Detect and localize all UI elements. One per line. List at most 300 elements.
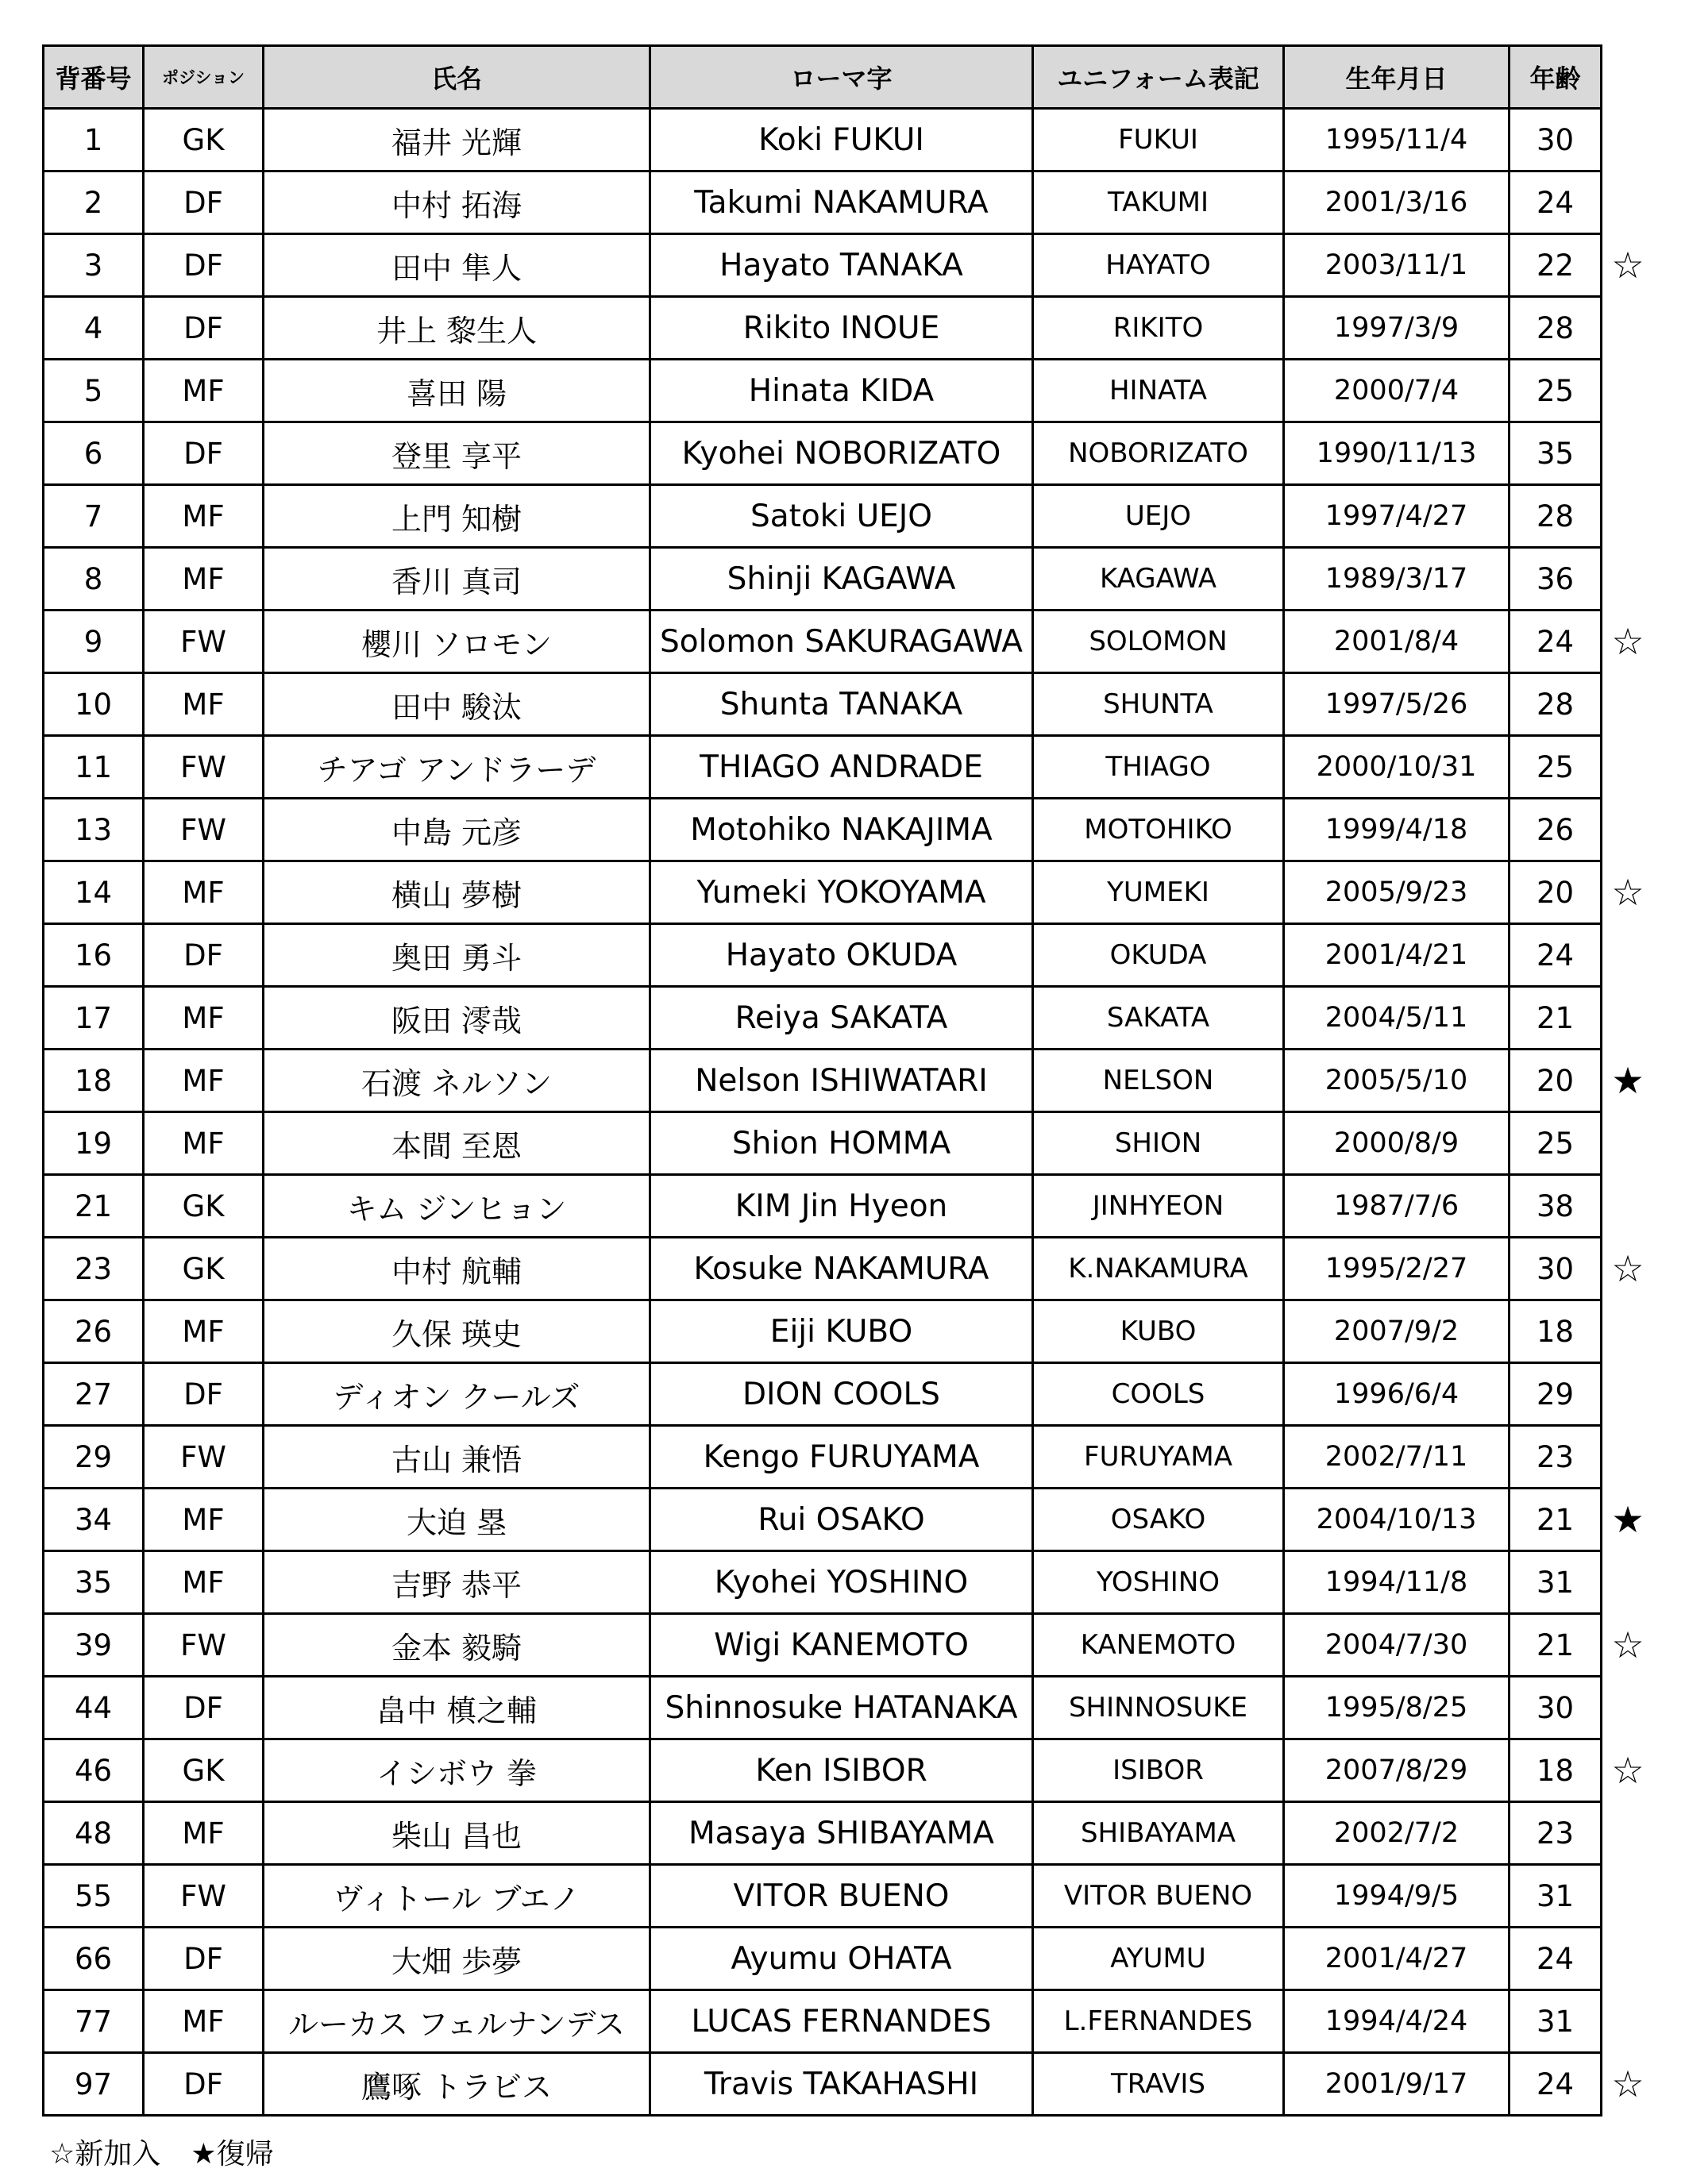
cell-age: 23 [1510, 1802, 1602, 1865]
cell-romaji: Motohiko NAKAJIMA [650, 799, 1033, 861]
cell-position: GK [144, 109, 264, 171]
table-row [44, 2053, 1602, 2116]
cell-romaji: Kosuke NAKAMURA [650, 1238, 1033, 1300]
cell-number: 8 [44, 548, 144, 611]
cell-uniform: HINATA [1033, 360, 1284, 422]
table-row [44, 1551, 1602, 1614]
cell-position: MF [144, 548, 264, 611]
cell-romaji: Ayumu OHATA [650, 1928, 1033, 1990]
cell-number: 46 [44, 1739, 144, 1802]
cell-uniform: UEJO [1033, 485, 1284, 548]
cell-position: DF [144, 422, 264, 485]
cell-position: MF [144, 1489, 264, 1551]
cell-uniform: FUKUI [1033, 109, 1284, 171]
status-mark [1600, 924, 1656, 987]
cell-position: FW [144, 1614, 264, 1677]
cell-number: 21 [44, 1175, 144, 1238]
cell-romaji: Rui OSAKO [650, 1489, 1033, 1551]
cell-position: DF [144, 297, 264, 360]
cell-uniform: RIKITO [1033, 297, 1284, 360]
table-row [44, 1802, 1602, 1865]
roster-table [42, 44, 1602, 2117]
status-mark [1600, 1112, 1656, 1175]
status-mark: ★ [1611, 1058, 1645, 1102]
cell-position: FW [144, 799, 264, 861]
cell-birthdate: 2001/8/4 [1284, 611, 1510, 673]
cell-uniform: MOTOHIKO [1033, 799, 1284, 861]
cell-uniform: SHINNOSUKE [1033, 1677, 1284, 1739]
cell-romaji: Nelson ISHIWATARI [650, 1050, 1033, 1112]
status-mark [1600, 109, 1656, 171]
cell-uniform: FURUYAMA [1033, 1426, 1284, 1489]
cell-birthdate: 1987/7/6 [1284, 1175, 1510, 1238]
cell-number: 5 [44, 360, 144, 422]
table-row [44, 861, 1602, 924]
cell-birthdate: 2004/10/13 [1284, 1489, 1510, 1551]
cell-birthdate: 1995/11/4 [1284, 109, 1510, 171]
cell-uniform: KUBO [1033, 1300, 1284, 1363]
cell-position: MF [144, 673, 264, 736]
cell-uniform: SAKATA [1033, 987, 1284, 1050]
cell-number: 66 [44, 1928, 144, 1990]
cell-age: 26 [1510, 799, 1602, 861]
table-row [44, 548, 1602, 611]
status-mark [1600, 1990, 1656, 2053]
cell-age: 28 [1510, 485, 1602, 548]
cell-number: 10 [44, 673, 144, 736]
cell-position: DF [144, 234, 264, 297]
cell-uniform: TAKUMI [1033, 171, 1284, 234]
cell-name: ヴィトール ブエノ [264, 1865, 650, 1928]
cell-position: DF [144, 1677, 264, 1739]
cell-name: 久保 瑛史 [264, 1300, 650, 1363]
status-mark [1600, 736, 1656, 799]
table-row [44, 987, 1602, 1050]
table-row [44, 736, 1602, 799]
cell-age: 28 [1510, 673, 1602, 736]
status-mark [1600, 422, 1656, 485]
table-row [44, 673, 1602, 736]
cell-number: 97 [44, 2053, 144, 2116]
cell-name: 阪田 澪哉 [264, 987, 650, 1050]
cell-romaji: Eiji KUBO [650, 1300, 1033, 1363]
cell-number: 18 [44, 1050, 144, 1112]
cell-birthdate: 2001/3/16 [1284, 171, 1510, 234]
cell-age: 24 [1510, 2053, 1602, 2116]
cell-romaji: Hinata KIDA [650, 360, 1033, 422]
cell-uniform: TRAVIS [1033, 2053, 1284, 2116]
cell-position: MF [144, 1551, 264, 1614]
cell-number: 17 [44, 987, 144, 1050]
cell-birthdate: 2000/7/4 [1284, 360, 1510, 422]
roster-body [44, 109, 1602, 2116]
cell-uniform: K.NAKAMURA [1033, 1238, 1284, 1300]
status-mark [1600, 987, 1656, 1050]
cell-number: 4 [44, 297, 144, 360]
cell-uniform: AYUMU [1033, 1928, 1284, 1990]
cell-uniform: SHUNTA [1033, 673, 1284, 736]
table-row [44, 1175, 1602, 1238]
cell-uniform: SHIBAYAMA [1033, 1802, 1284, 1865]
cell-name: 本間 至恩 [264, 1112, 650, 1175]
cell-name: ディオン クールズ [264, 1363, 650, 1426]
cell-number: 2 [44, 171, 144, 234]
table-row [44, 1426, 1602, 1489]
cell-age: 18 [1510, 1739, 1602, 1802]
cell-name: 古山 兼悟 [264, 1426, 650, 1489]
cell-birthdate: 2004/7/30 [1284, 1614, 1510, 1677]
cell-position: MF [144, 485, 264, 548]
cell-number: 19 [44, 1112, 144, 1175]
table-row [44, 1739, 1602, 1802]
table-row [44, 422, 1602, 485]
cell-position: MF [144, 1112, 264, 1175]
table-row [44, 1300, 1602, 1363]
header-name: 氏名 [264, 46, 650, 109]
status-mark [1600, 1300, 1656, 1363]
cell-uniform: COOLS [1033, 1363, 1284, 1426]
cell-number: 39 [44, 1614, 144, 1677]
cell-uniform: JINHYEON [1033, 1175, 1284, 1238]
cell-position: DF [144, 2053, 264, 2116]
cell-romaji: Koki FUKUI [650, 109, 1033, 171]
cell-age: 21 [1510, 987, 1602, 1050]
cell-position: FW [144, 611, 264, 673]
cell-number: 34 [44, 1489, 144, 1551]
cell-birthdate: 1996/6/4 [1284, 1363, 1510, 1426]
cell-age: 35 [1510, 422, 1602, 485]
cell-age: 23 [1510, 1426, 1602, 1489]
table-row [44, 109, 1602, 171]
cell-age: 24 [1510, 171, 1602, 234]
status-mark [1600, 548, 1656, 611]
cell-age: 25 [1510, 360, 1602, 422]
cell-uniform: NELSON [1033, 1050, 1284, 1112]
cell-uniform: YOSHINO [1033, 1551, 1284, 1614]
status-mark [1600, 485, 1656, 548]
cell-age: 31 [1510, 1551, 1602, 1614]
cell-age: 25 [1510, 1112, 1602, 1175]
cell-number: 26 [44, 1300, 144, 1363]
cell-birthdate: 2005/5/10 [1284, 1050, 1510, 1112]
cell-name: 金本 毅騎 [264, 1614, 650, 1677]
cell-name: チアゴ アンドラーデ [264, 736, 650, 799]
cell-uniform: KAGAWA [1033, 548, 1284, 611]
table-row [44, 1614, 1602, 1677]
cell-number: 13 [44, 799, 144, 861]
cell-birthdate: 1994/9/5 [1284, 1865, 1510, 1928]
cell-name: 大畑 歩夢 [264, 1928, 650, 1990]
cell-name: 井上 黎生人 [264, 297, 650, 360]
status-mark: ☆ [1611, 243, 1645, 287]
cell-romaji: Yumeki YOKOYAMA [650, 861, 1033, 924]
cell-romaji: Ken ISIBOR [650, 1739, 1033, 1802]
cell-birthdate: 1997/4/27 [1284, 485, 1510, 548]
status-mark [1600, 1426, 1656, 1489]
header-row [44, 46, 1602, 109]
cell-position: GK [144, 1238, 264, 1300]
cell-birthdate: 2003/11/1 [1284, 234, 1510, 297]
table-row [44, 1363, 1602, 1426]
cell-number: 29 [44, 1426, 144, 1489]
cell-age: 22 [1510, 234, 1602, 297]
cell-age: 31 [1510, 1990, 1602, 2053]
cell-name: 登里 享平 [264, 422, 650, 485]
cell-age: 38 [1510, 1175, 1602, 1238]
table-row [44, 360, 1602, 422]
cell-uniform: OKUDA [1033, 924, 1284, 987]
legend [49, 2132, 274, 2172]
header-romaji: ローマ字 [650, 46, 1033, 109]
cell-name: 喜田 陽 [264, 360, 650, 422]
status-mark [1600, 1865, 1656, 1928]
cell-age: 20 [1510, 1050, 1602, 1112]
cell-age: 21 [1510, 1489, 1602, 1551]
cell-age: 28 [1510, 297, 1602, 360]
cell-uniform: THIAGO [1033, 736, 1284, 799]
status-mark [1600, 1677, 1656, 1739]
cell-position: FW [144, 736, 264, 799]
status-mark [1600, 1928, 1656, 1990]
cell-name: 石渡 ネルソン [264, 1050, 650, 1112]
cell-age: 29 [1510, 1363, 1602, 1426]
cell-name: 中島 元彦 [264, 799, 650, 861]
status-mark [1600, 1551, 1656, 1614]
cell-position: DF [144, 1363, 264, 1426]
cell-birthdate: 1990/11/13 [1284, 422, 1510, 485]
cell-birthdate: 1994/4/24 [1284, 1990, 1510, 2053]
status-mark [1600, 799, 1656, 861]
header-position: ポジション [144, 46, 264, 109]
cell-number: 48 [44, 1802, 144, 1865]
cell-position: MF [144, 861, 264, 924]
status-mark: ☆ [1611, 870, 1645, 914]
cell-number: 9 [44, 611, 144, 673]
table-row [44, 1677, 1602, 1739]
cell-name: 奥田 勇斗 [264, 924, 650, 987]
cell-age: 21 [1510, 1614, 1602, 1677]
cell-age: 30 [1510, 1677, 1602, 1739]
status-mark [1600, 1175, 1656, 1238]
cell-position: GK [144, 1175, 264, 1238]
cell-romaji: Shinnosuke HATANAKA [650, 1677, 1033, 1739]
cell-number: 11 [44, 736, 144, 799]
status-mark: ☆ [1611, 1246, 1645, 1290]
cell-name: 横山 夢樹 [264, 861, 650, 924]
status-mark: ☆ [1611, 2062, 1645, 2105]
cell-position: GK [144, 1739, 264, 1802]
status-mark [1600, 171, 1656, 234]
cell-name: キム ジンヒョン [264, 1175, 650, 1238]
cell-birthdate: 1999/4/18 [1284, 799, 1510, 861]
cell-romaji: DION COOLS [650, 1363, 1033, 1426]
cell-age: 36 [1510, 548, 1602, 611]
cell-romaji: Rikito INOUE [650, 297, 1033, 360]
status-mark [1600, 673, 1656, 736]
cell-birthdate: 1997/3/9 [1284, 297, 1510, 360]
cell-romaji: THIAGO ANDRADE [650, 736, 1033, 799]
cell-romaji: Masaya SHIBAYAMA [650, 1802, 1033, 1865]
cell-uniform: NOBORIZATO [1033, 422, 1284, 485]
cell-age: 25 [1510, 736, 1602, 799]
cell-number: 35 [44, 1551, 144, 1614]
cell-birthdate: 2001/4/27 [1284, 1928, 1510, 1990]
cell-birthdate: 1994/11/8 [1284, 1551, 1510, 1614]
cell-position: MF [144, 1802, 264, 1865]
cell-uniform: HAYATO [1033, 234, 1284, 297]
cell-name: 香川 真司 [264, 548, 650, 611]
cell-number: 55 [44, 1865, 144, 1928]
cell-birthdate: 1995/2/27 [1284, 1238, 1510, 1300]
cell-name: 大迫 塁 [264, 1489, 650, 1551]
cell-age: 30 [1510, 109, 1602, 171]
cell-birthdate: 2001/9/17 [1284, 2053, 1510, 2116]
cell-romaji: LUCAS FERNANDES [650, 1990, 1033, 2053]
cell-romaji: Solomon SAKURAGAWA [650, 611, 1033, 673]
header-uniform: ユニフォーム表記 [1033, 46, 1284, 109]
table-row [44, 1238, 1602, 1300]
table-row [44, 297, 1602, 360]
cell-birthdate: 2001/4/21 [1284, 924, 1510, 987]
cell-uniform: SOLOMON [1033, 611, 1284, 673]
cell-uniform: SHION [1033, 1112, 1284, 1175]
cell-number: 77 [44, 1990, 144, 2053]
cell-name: 福井 光輝 [264, 109, 650, 171]
status-mark [1600, 1802, 1656, 1865]
cell-position: FW [144, 1426, 264, 1489]
status-mark [1600, 360, 1656, 422]
status-mark: ☆ [1611, 1623, 1645, 1666]
cell-romaji: Shinji KAGAWA [650, 548, 1033, 611]
status-mark: ☆ [1611, 619, 1645, 663]
cell-age: 30 [1510, 1238, 1602, 1300]
cell-romaji: VITOR BUENO [650, 1865, 1033, 1928]
legend-new: ☆新加入 [49, 2138, 161, 2171]
cell-uniform: ISIBOR [1033, 1739, 1284, 1802]
cell-birthdate: 2007/8/29 [1284, 1739, 1510, 1802]
header-age: 年齢 [1510, 46, 1602, 109]
cell-uniform: OSAKO [1033, 1489, 1284, 1551]
cell-romaji: Hayato OKUDA [650, 924, 1033, 987]
cell-number: 14 [44, 861, 144, 924]
cell-age: 24 [1510, 611, 1602, 673]
cell-romaji: KIM Jin Hyeon [650, 1175, 1033, 1238]
table-row [44, 1865, 1602, 1928]
cell-romaji: Shunta TANAKA [650, 673, 1033, 736]
cell-name: 吉野 恭平 [264, 1551, 650, 1614]
cell-number: 16 [44, 924, 144, 987]
cell-birthdate: 1997/5/26 [1284, 673, 1510, 736]
cell-romaji: Travis TAKAHASHI [650, 2053, 1033, 2116]
header-birthdate: 生年月日 [1284, 46, 1510, 109]
cell-number: 44 [44, 1677, 144, 1739]
cell-birthdate: 2007/9/2 [1284, 1300, 1510, 1363]
cell-position: MF [144, 1300, 264, 1363]
cell-number: 1 [44, 109, 144, 171]
cell-romaji: Kyohei YOSHINO [650, 1551, 1033, 1614]
cell-number: 7 [44, 485, 144, 548]
cell-name: ルーカス フェルナンデス [264, 1990, 650, 2053]
cell-position: MF [144, 987, 264, 1050]
cell-birthdate: 1995/8/25 [1284, 1677, 1510, 1739]
table-row [44, 171, 1602, 234]
cell-number: 23 [44, 1238, 144, 1300]
table-row [44, 1112, 1602, 1175]
table-row [44, 234, 1602, 297]
header-number: 背番号 [44, 46, 144, 109]
legend-returning: ★復帰 [191, 2138, 274, 2171]
cell-birthdate: 2002/7/2 [1284, 1802, 1510, 1865]
cell-position: DF [144, 171, 264, 234]
cell-uniform: KANEMOTO [1033, 1614, 1284, 1677]
cell-romaji: Reiya SAKATA [650, 987, 1033, 1050]
cell-number: 6 [44, 422, 144, 485]
cell-birthdate: 1989/3/17 [1284, 548, 1510, 611]
cell-age: 20 [1510, 861, 1602, 924]
cell-romaji: Takumi NAKAMURA [650, 171, 1033, 234]
cell-position: MF [144, 360, 264, 422]
table-row [44, 1990, 1602, 2053]
cell-name: イシボウ 拳 [264, 1739, 650, 1802]
cell-age: 24 [1510, 924, 1602, 987]
cell-name: 中村 航輔 [264, 1238, 650, 1300]
table-row [44, 611, 1602, 673]
cell-number: 27 [44, 1363, 144, 1426]
cell-romaji: Satoki UEJO [650, 485, 1033, 548]
cell-uniform: VITOR BUENO [1033, 1865, 1284, 1928]
cell-uniform: L.FERNANDES [1033, 1990, 1284, 2053]
cell-number: 3 [44, 234, 144, 297]
cell-birthdate: 2000/8/9 [1284, 1112, 1510, 1175]
table-row [44, 1050, 1602, 1112]
table-row [44, 1489, 1602, 1551]
status-mark [1600, 297, 1656, 360]
cell-name: 田中 隼人 [264, 234, 650, 297]
cell-position: DF [144, 1928, 264, 1990]
status-mark [1600, 1363, 1656, 1426]
cell-name: 畠中 槙之輔 [264, 1677, 650, 1739]
cell-position: MF [144, 1990, 264, 2053]
cell-romaji: Hayato TANAKA [650, 234, 1033, 297]
table-row [44, 924, 1602, 987]
status-mark-column [1600, 109, 1656, 2116]
cell-age: 31 [1510, 1865, 1602, 1928]
cell-position: MF [144, 1050, 264, 1112]
cell-romaji: Shion HOMMA [650, 1112, 1033, 1175]
cell-name: 柴山 昌也 [264, 1802, 650, 1865]
cell-uniform: YUMEKI [1033, 861, 1284, 924]
cell-name: 上門 知樹 [264, 485, 650, 548]
cell-birthdate: 2004/5/11 [1284, 987, 1510, 1050]
cell-name: 中村 拓海 [264, 171, 650, 234]
table-row [44, 485, 1602, 548]
cell-birthdate: 2000/10/31 [1284, 736, 1510, 799]
cell-name: 田中 駿汰 [264, 673, 650, 736]
cell-romaji: Kengo FURUYAMA [650, 1426, 1033, 1489]
cell-age: 24 [1510, 1928, 1602, 1990]
status-mark: ☆ [1611, 1748, 1645, 1792]
cell-romaji: Kyohei NOBORIZATO [650, 422, 1033, 485]
cell-position: FW [144, 1865, 264, 1928]
cell-name: 鷹啄 トラビス [264, 2053, 650, 2116]
table-row [44, 1928, 1602, 1990]
cell-name: 櫻川 ソロモン [264, 611, 650, 673]
cell-birthdate: 2005/9/23 [1284, 861, 1510, 924]
status-mark: ★ [1611, 1497, 1645, 1541]
cell-romaji: Wigi KANEMOTO [650, 1614, 1033, 1677]
cell-age: 18 [1510, 1300, 1602, 1363]
cell-position: DF [144, 924, 264, 987]
